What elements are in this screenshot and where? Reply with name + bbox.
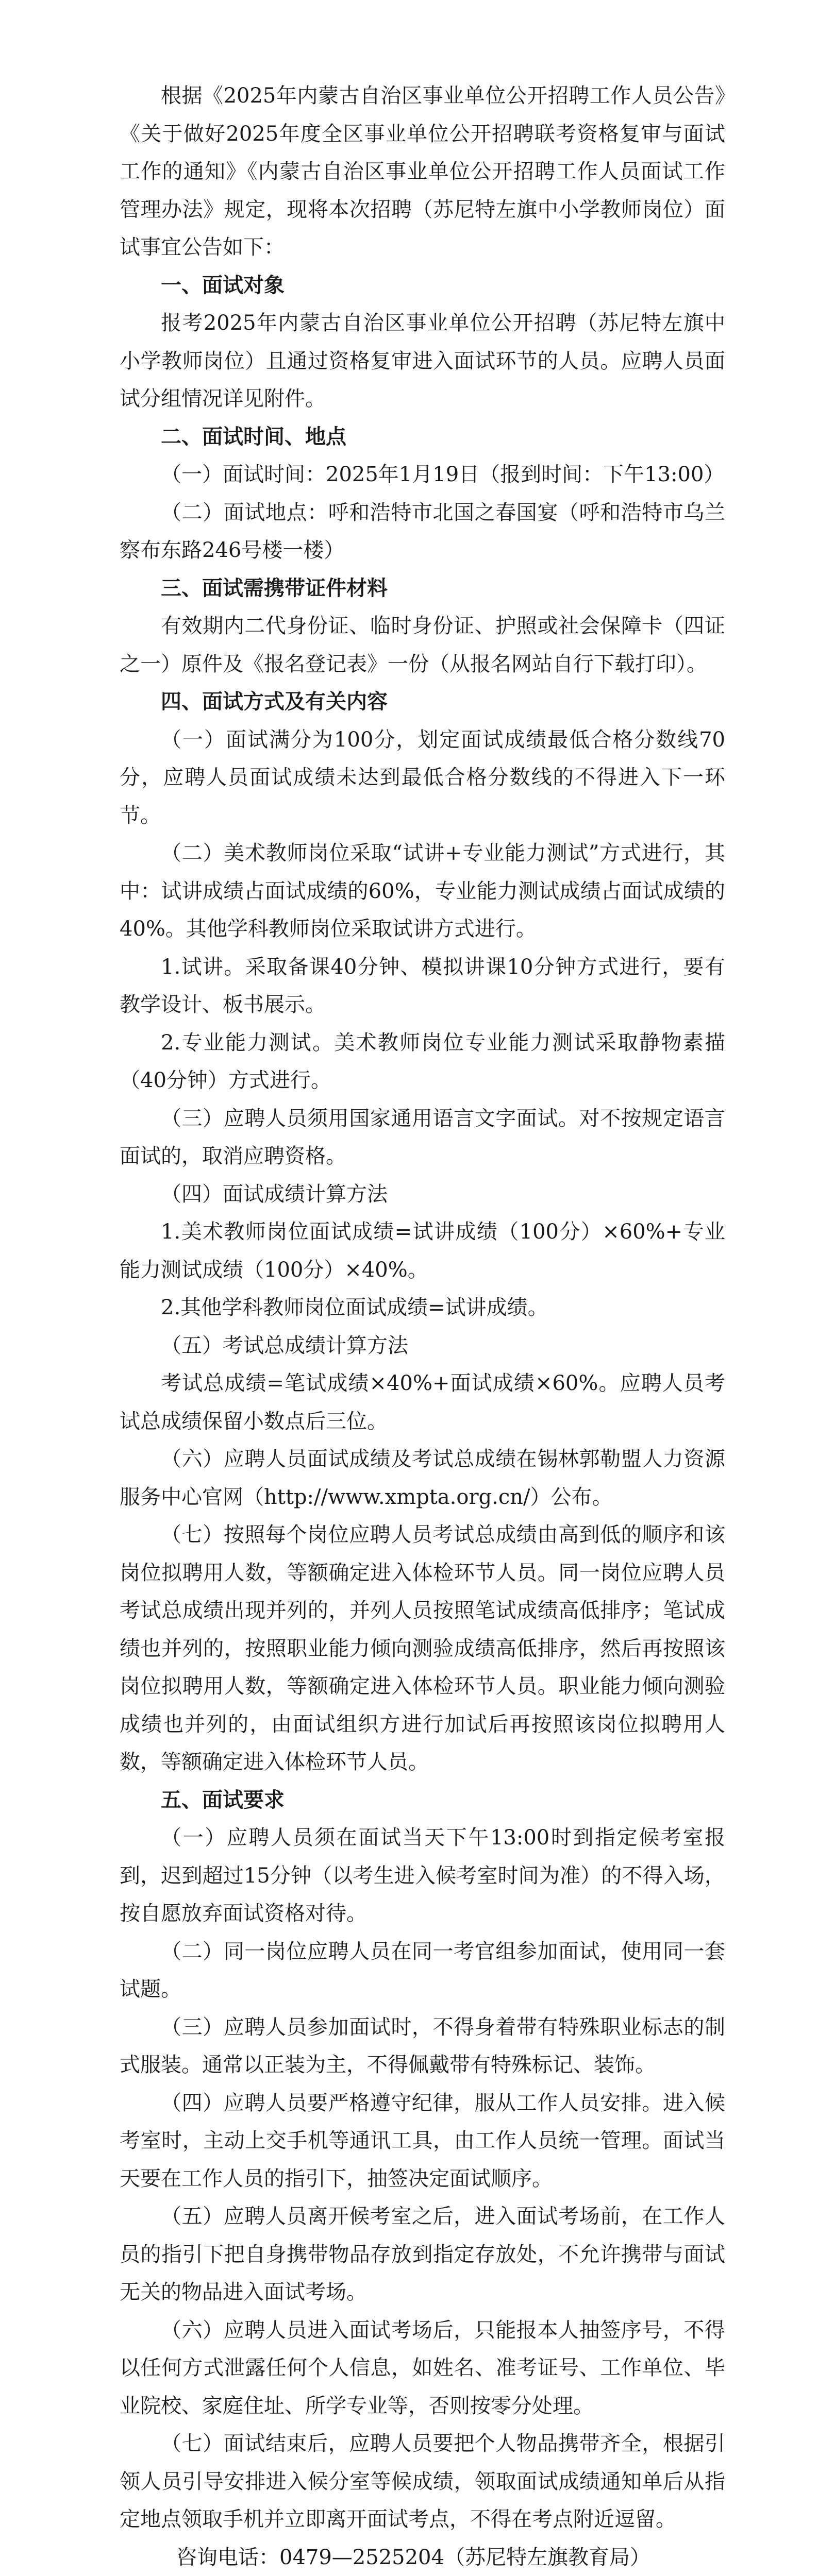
consult-phone-label: 咨询电话： bbox=[176, 2545, 279, 2569]
physical-exam-rule: （七）按照每个岗位应聘人员考试总成绩由高到低的顺序和该岗位拟聘用人数，等额确定进入体检环节人员。同一岗位应聘人员考试总成绩出现并列的，并列人员按照笔试成绩高低排序；笔试成绩也并列的，按照职业能力倾向测验成绩高低排序，然后再按照该岗位拟聘用人数，等额确定进入体检环节人员。职业能力倾向测验成绩也并列的，由面试组织方进行加试后再按照该岗位拟聘用人数，等额确定进入体检环节人员。 bbox=[120, 1523, 725, 1774]
score-threshold: （一）面试满分为100分，划定面试成绩最低合格分数线70分，应聘人员面试成绩未达到最低合格分数线的不得进入下一环节。 bbox=[120, 727, 725, 827]
skill-test: 2.专业能力测试。美术教师岗位专业能力测试采取静物素描（40分钟）方式进行。 bbox=[120, 1030, 725, 1092]
requirement-5: （五）应聘人员离开候考室之后，进入面试考场前，在工作人员的指引下把自身携带物品存放到指定存放处，不允许携带与面试无关的物品进入面试考场。 bbox=[120, 2205, 725, 2304]
total-score-formula: 考试总成绩=笔试成绩×40%+面试成绩×60%。应聘人员考试总成绩保留小数点后三位。 bbox=[120, 1371, 725, 1433]
section-1-title: 一、面试对象 bbox=[161, 273, 285, 297]
other-score-formula: 2.其他学科教师岗位面试成绩=试讲成绩。 bbox=[161, 1296, 548, 1319]
required-documents: 有效期内二代身份证、临时身份证、护照或社会保障卡（四证之一）原件及《报名登记表》一份（从报名网站自行下载打印）。 bbox=[120, 614, 725, 676]
consult-phone-org: （苏尼特左旗教育局） bbox=[444, 2545, 650, 2569]
consult-phone-number: 0479—2525204 bbox=[279, 2545, 444, 2569]
art-score-formula: 1.美术教师岗位面试成绩=试讲成绩（100分）×60%+专业能力测试成绩（100分）×40%。 bbox=[120, 1220, 725, 1282]
requirement-4: （四）应聘人员要严格遵守纪律，服从工作人员安排。进入候考室时，主动上交手机等通讯工具，由工作人员统一管理。面试当天要在工作人员的指引下，抽签决定面试顺序。 bbox=[120, 2091, 725, 2191]
requirement-3: （三）应聘人员参加面试时，不得身着带有特殊职业标志的制式服装。通常以正装为主，不得佩戴带有特殊标记、装饰。 bbox=[120, 2015, 725, 2077]
section-5-title: 五、面试要求 bbox=[161, 1788, 285, 1812]
requirement-1: （一）应聘人员须在面试当天下午13:00时到指定候考室报到，迟到超过15分钟（以考生进入候考室时间为准）的不得入场，按自愿放弃面试资格对待。 bbox=[120, 1826, 725, 1925]
total-score-title: （五）考试总成绩计算方法 bbox=[161, 1333, 408, 1358]
consult-phone bbox=[120, 2539, 725, 2576]
score-method-title: （四）面试成绩计算方法 bbox=[161, 1182, 388, 1206]
art-teacher-method: （二）美术教师岗位采取“试讲+专业能力测试”方式进行，其中：试讲成绩占面试成绩的60%，专业能力测试成绩占面试成绩的40%。其他学科教师岗位采取试讲方式进行。 bbox=[120, 841, 725, 941]
interview-time: （一）面试时间：2025年1月19日（报到时间：下午13:00） bbox=[161, 463, 725, 486]
trial-lecture: 1.试讲。采取备课40分钟、模拟讲课10分钟方式进行，要有教学设计、板书展示。 bbox=[120, 955, 725, 1016]
section-3-title: 三、面试需携带证件材料 bbox=[161, 576, 388, 600]
score-publication: （六）应聘人员面试成绩及考试总成绩在锡林郭勒盟人力资源服务中心官网（http://www.xmpta.org.cn/）公布。 bbox=[120, 1447, 725, 1509]
interview-location: （二）面试地点：呼和浩特市北国之春国宴（呼和浩特市乌兰察布东路246号楼一楼） bbox=[120, 500, 725, 562]
intro-paragraph: 根据《2025年内蒙古自治区事业单位公开招聘工作人员公告》《关于做好2025年度全区事业单位公开招聘联考资格复审与面试工作的通知》《内蒙古自治区事业单位公开招聘工作人员面试工作管理办法》规定，现将本次招聘（苏尼特左旗中小学教师岗位）面试事宜公告如下： bbox=[120, 84, 725, 259]
section-4-title: 四、面试方式及有关内容 bbox=[161, 690, 388, 714]
requirement-2: （二）同一岗位应聘人员在同一考官组参加面试，使用同一套试题。 bbox=[120, 1939, 725, 2001]
requirement-6: （六）应聘人员进入面试考场后，只能报本人抽签序号，不得以任何方式泄露任何个人信息，如姓名、准考证号、工作单位、毕业院校、家庭住址、所学专业等，否则按零分处理。 bbox=[120, 2318, 725, 2418]
requirement-7: （七）面试结束后，应聘人员要把个人物品携带齐全，根据引领人员引导安排进入候分室等候成绩，领取面试成绩通知单后从指定地点领取手机并立即离开面试考点，不得在考点附近逗留。 bbox=[120, 2432, 725, 2531]
section-2-title: 二、面试时间、地点 bbox=[161, 425, 346, 449]
section-1-paragraph: 报考2025年内蒙古自治区事业单位公开招聘（苏尼特左旗中小学教师岗位）且通过资格复审进入面试环节的人员。应聘人员面试分组情况详见附件。 bbox=[120, 311, 725, 411]
language-requirement: （三）应聘人员须用国家通用语言文字面试。对不按规定语言面试的，取消应聘资格。 bbox=[120, 1106, 725, 1168]
